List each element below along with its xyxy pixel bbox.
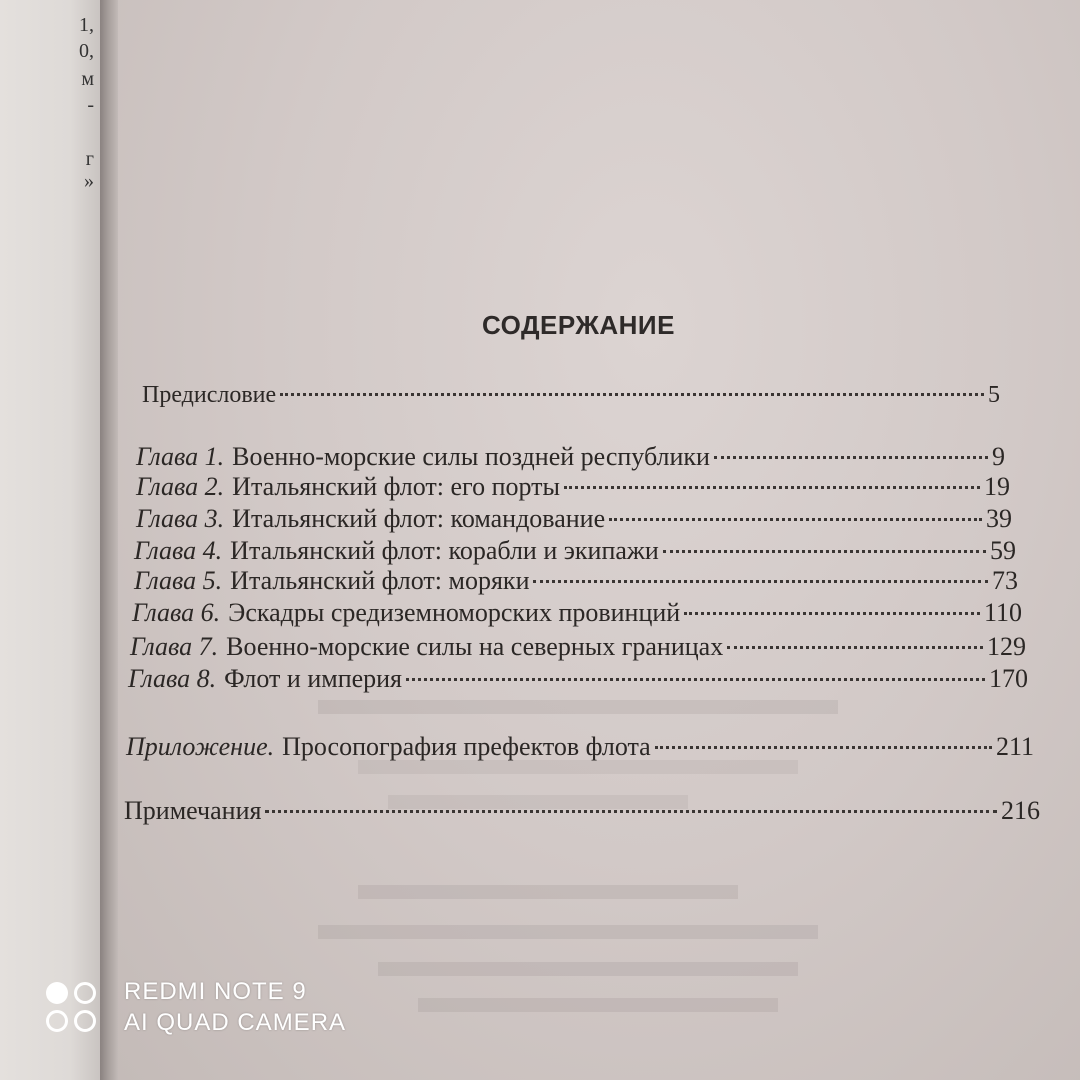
toc-entry-title: Итальянский флот: моряки	[230, 566, 530, 595]
toc-entry-title: Военно-морские силы на северных границах	[226, 632, 724, 661]
book-gutter	[100, 0, 118, 1080]
toc-entry-page: 216	[1001, 796, 1040, 825]
bleed-through-line	[358, 885, 738, 899]
leader-dots	[280, 393, 984, 396]
bleed-through-line	[318, 700, 838, 714]
toc-entry	[136, 504, 1012, 534]
toc-entry-label: Глава 3.	[136, 504, 225, 533]
facing-page-fragment: -	[87, 94, 94, 116]
leader-dots	[655, 746, 992, 749]
toc-entry-label: Глава 1.	[136, 442, 225, 471]
toc-entry-page: 129	[987, 632, 1026, 661]
facing-page	[0, 0, 100, 1080]
toc-entry	[134, 536, 1016, 566]
bleed-through-line	[418, 998, 778, 1012]
camera-lens-icon	[46, 978, 100, 1036]
toc-entry-page: 211	[995, 732, 1034, 761]
toc-entry-label: Глава 8.	[128, 664, 217, 693]
facing-page-fragment: г	[85, 148, 94, 170]
toc-entry-page: 59	[990, 536, 1016, 565]
toc-entry-label: Глава 6.	[132, 598, 221, 627]
toc-entry-page: 170	[989, 664, 1028, 693]
leader-dots	[663, 550, 986, 553]
facing-page-fragment: 1,	[79, 14, 94, 36]
toc-entry-label: Приложение.	[126, 732, 275, 761]
watermark-model: REDMI NOTE 9	[124, 978, 307, 1005]
toc-entry-page: 9	[992, 442, 1005, 471]
toc-entry	[130, 632, 1026, 662]
toc-entry-title: Флот и империя	[224, 664, 403, 693]
watermark-camera: AI QUAD CAMERA	[124, 1009, 347, 1036]
leader-dots	[609, 518, 982, 521]
leader-dots	[533, 580, 988, 583]
toc-entry	[134, 566, 1018, 596]
toc-entry	[136, 442, 1005, 472]
toc-entry-title: Эскадры средиземноморских провинций	[228, 598, 681, 627]
leader-dots	[406, 678, 985, 681]
leader-dots	[265, 810, 997, 813]
toc-entry	[132, 598, 1022, 628]
leader-dots	[714, 456, 988, 459]
toc-entry	[124, 796, 1040, 826]
toc-entry-title: Примечания	[124, 796, 262, 825]
facing-page-fragment: 0,	[79, 40, 94, 62]
toc-entry-title: Итальянский флот: командование	[232, 504, 606, 533]
toc-entry	[128, 664, 1028, 694]
bleed-through-line	[378, 962, 798, 976]
toc-entry-page: 73	[992, 566, 1018, 595]
toc-entry-title: Просопография префектов флота	[282, 732, 651, 761]
toc-entry-page: 39	[986, 504, 1012, 533]
toc-entry-title: Военно-морские силы поздней республики	[232, 442, 710, 471]
toc-entry-label: Глава 5.	[134, 566, 223, 595]
toc-entry	[126, 732, 1034, 762]
leader-dots	[684, 612, 980, 615]
bleed-through-line	[358, 760, 798, 774]
toc-entry	[136, 472, 1010, 502]
bleed-through-line	[318, 925, 818, 939]
contents-title: СОДЕРЖАНИЕ	[482, 310, 675, 340]
toc-entry-page: 110	[983, 598, 1022, 627]
facing-page-fragment: »	[84, 170, 94, 192]
toc-entry-label: Глава 4.	[134, 536, 223, 565]
toc-entry-page: 19	[984, 472, 1010, 501]
toc-entry-title: Предисловие	[142, 382, 277, 408]
toc-entry-page: 5	[988, 382, 1000, 408]
leader-dots	[727, 646, 983, 649]
leader-dots	[564, 486, 980, 489]
toc-entry-label: Глава 2.	[136, 472, 225, 501]
toc-entry-title: Итальянский флот: его порты	[232, 472, 560, 501]
facing-page-fragment: м	[81, 68, 94, 90]
toc-entry-title: Итальянский флот: корабли и экипажи	[230, 536, 659, 565]
toc-entry-label: Глава 7.	[130, 632, 219, 661]
camera-watermark	[46, 976, 346, 1038]
toc-entry	[142, 382, 1000, 409]
